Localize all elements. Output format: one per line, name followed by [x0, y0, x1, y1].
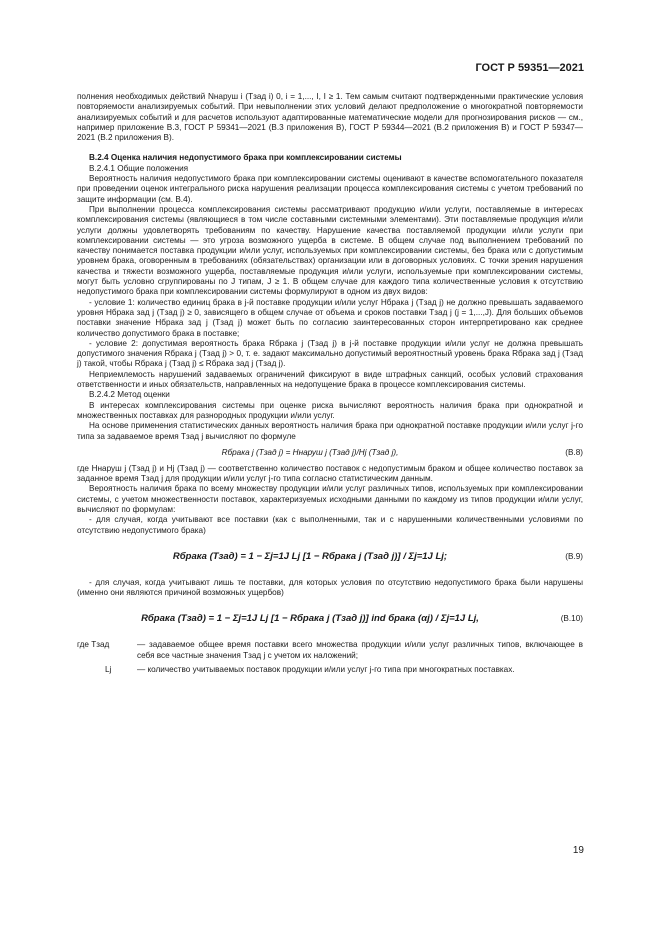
- page-body: [77, 92, 583, 675]
- formula-b8-number: (В.8): [565, 447, 583, 457]
- paragraph: - для случая, когда учитывают все поставки (как с выполненными, так и с нарушенными количественными условиями по отсутствию недопустимого брака): [77, 515, 583, 535]
- definition-text: — количество учитываемых поставок продукции и/или услуг j-го типа при многократных поставках.: [137, 665, 515, 675]
- paragraph: При выполнении процесса комплексирования системы рассматривают продукцию и/или услуги, поставляемые в интересах комплексирования системы (являющиеся в том числе составными системными элементами). Эти поставляемые продукция и/или услуги должны удовлетворять требованиям по качеству. Нарушение качества поставляемой продукции и/или услуги при комплексировании системы — это угроза возможного ущерба в системе. В общем случае под выполнением требований по качеству понимается поставка продукции и/или услуг, используемых при комплексировании системы, без брака или с допустимым уровнем брака, оговоренным в требованиях (обязательствах) организации или в договорных условиях. С точки зрения нарушения качества и тяжести возможного ущерба, поставляемые продукция и/или услуги, используемые при комплексировании системы, могут быть условно сгруппированы по J типам, J ≥ 1. В общем случае для каждого типа количественные условия к отсутствию недопустимого брака при комплексировании системы формулируют в одном из двух видов:: [77, 204, 583, 297]
- formula-b10-text: Rбрака (Tзад) = 1 − Σj=1J Lj [1 − Rбрака j (Tзад j)] ind брака (αj) / Σj=1J Lj,: [141, 613, 479, 625]
- subsection-heading: В.2.4.2 Метод оценки: [89, 390, 170, 400]
- definition-symbol: где Tзад: [77, 640, 110, 650]
- definition-symbol: Lj: [105, 665, 112, 675]
- document-header: ГОСТ Р 59351—2021: [475, 62, 584, 74]
- paragraph: Неприемлемость нарушений задаваемых ограничений фиксируют в виде штрафных санкций, особых условий страхования ответственности и иных обязательств, направленных на недопущение брака в процессе комплексирования системы.: [77, 369, 583, 390]
- section-heading: В.2.4 Оценка наличия недопустимого брака при комплексировании системы: [89, 153, 402, 163]
- paragraph: На основе применения статистических данных вероятность наличия брака при однократной поставке продукции и/или услуг j-го типа за задаваемое время Tзад j вычисляют по формуле: [77, 421, 583, 441]
- formula-b9-number: (В.9): [565, 551, 583, 561]
- paragraph: Вероятность наличия брака по всему множеству продукции и/или услуг различных типов, используемых при комплексировании системы, с учетом множественности поставок, характеризуемых исходными данными по каждому из типов продукции и/или услуг, вычисляют по формулам:: [77, 484, 583, 514]
- paragraph: - для случая, когда учитывают лишь те поставки, для которых условия по отсутствию недопустимого брака были нарушены (именно они являются причиной возможных ущербов): [77, 577, 583, 598]
- definition-text: — задаваемое общее время поставки всего множества продукции и/или услуг различных типов, включающее в себя все частные значения Tзад j с учетом их наложений;: [137, 640, 583, 660]
- paragraph: Вероятность наличия недопустимого брака при комплексировании системы оценивают в качестве вспомогательного показателя при проведении оценок интегрального риска нарушения реализации процесса комплексирования системы с учетом требований по защите информации (см. В.4).: [77, 174, 583, 204]
- formula-b10: [77, 598, 583, 640]
- definitions-list: [77, 640, 583, 675]
- page-number: 19: [572, 845, 584, 856]
- subsection-heading: В.2.4.1 Общие положения: [89, 163, 189, 173]
- paragraph: где Hнаруш j (Tзад j) и Hj (Tзад j) — соответственно количество поставок с недопустимым браком и общее количество поставок за заданное время Tзад j для продукции и/или услуг j-го типа согласно статистическим данным.: [77, 463, 583, 484]
- formula-b9: [77, 536, 583, 578]
- formula-b9-text: Rбрака (Tзад) = 1 − Σj=1J Lj [1 − Rбрака j (Tзад j)] / Σj=1J Lj;: [172, 550, 448, 562]
- formula-b10-number: (В.10): [560, 614, 583, 624]
- formula-b8: [77, 442, 583, 464]
- paragraph: В интересах комплексирования системы при оценке риска вычисляют вероятность наличия брака при однократной и множественных поставках для разнородных продукции и/или услуг.: [77, 400, 583, 420]
- formula-b8-text: Rбрака j (Tзад j) = Hнаруш j (Tзад j)/Hj (Tзад j),: [221, 447, 399, 457]
- condition-2: - условие 2: допустимая вероятность брака Rбрака j (Tзад j) в j-й поставке продукции и/или услуг не должна превышать допустимого значения Rбрака j (Tзад j) > 0, т. е. задают максимально допустимый вероятностный уровень брака Rбрака зад j (Tзад j) такой, чтобы Rбрака j (Tзад j) ≤ Rбрака зад j (Tзад j).: [77, 338, 583, 369]
- paragraph-continuation: полнения необходимых действий Nнаруш i (Tзад i) 0, i = 1,..., I, I ≥ 1. Тем самым считают подтвержденными практические условия повторяемости анализируемых событий. При невыполнении этих условий делают предположение о многократной повторяемости анализируемых событий и для расчетов используют адаптированные математические модели для прогнозирования рисков — см., например приложение В.3, ГОСТ Р 59341—2021 (В.3 приложения В), ГОСТ Р 59344—2021 (В.2 приложения В) и ГОСТ Р 59347—2021 (В.2 приложения В).: [77, 92, 583, 143]
- condition-1: - условие 1: количество единиц брака в j-й поставке продукции и/или услуг Hбрака j (Tзад j) не должно превышать задаваемого уровня Hбрака зад j (Tзад j) ≥ 0, зависящего в общем случае от объема и сроков поставки Tзад j (j = 1,...,J). Для больших объемов поставки значение Hбрака зад j (Tзад j) может быть по согласию заинтересованных сторон интерпретировано как среднее количество допустимого брака в поставке;: [77, 297, 583, 338]
